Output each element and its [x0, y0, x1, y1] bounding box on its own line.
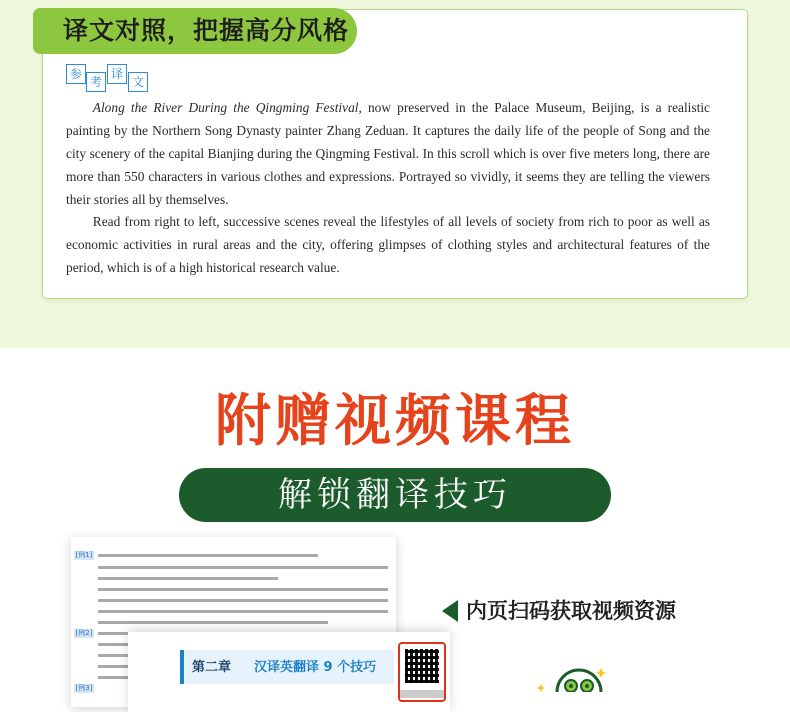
qr-code-icon: [398, 642, 446, 702]
paragraph-1-text: , now preserved in the Palace Museum, Beijing, is a realistic painting by the Northern Song Dynasty painter Zhang Zeduan. It captures the daily life of the people of Song and the city scenery of the capital Bianjing during the Qingming Festival. In this scroll which is over five meters long, there are more than 550 characters in various clothes and expressions. Portrayed so vividly, it seems they are telling the viewers their stories all by themselves.: [66, 100, 710, 207]
mascot-icon: [535, 658, 615, 692]
reference-translation-label: [66, 64, 156, 94]
qr-pattern: [405, 649, 439, 683]
label-char: 译: [107, 64, 127, 84]
text-line: [98, 621, 328, 624]
text-line: [98, 588, 388, 591]
left-arrow-icon: [442, 600, 458, 622]
chapter-page-preview: [128, 632, 450, 712]
painting-title: Along the River During the Qingming Festival: [92, 100, 359, 115]
translation-paragraph-1: [66, 96, 710, 211]
unlock-tips-banner: 解锁翻译技巧: [179, 468, 611, 522]
promo-headline: 附赠视频课程: [215, 389, 575, 454]
top-section: [0, 0, 790, 348]
text-line: [98, 577, 278, 580]
chapter-number: 第二章: [192, 660, 232, 675]
text-line: [98, 566, 388, 569]
chapter-title: 汉译英翻译 9 个技巧: [254, 660, 377, 675]
qr-caption-bar: [400, 690, 444, 698]
example-tag: [例2]: [75, 629, 93, 637]
translation-card: [42, 9, 748, 299]
text-line: [98, 599, 388, 602]
chapter-header: [180, 650, 394, 684]
translation-paragraph-2: [66, 210, 710, 279]
scan-for-video-text: 内页扫码获取视频资源: [466, 599, 676, 623]
section-tab-title: 译文对照，把握高分风格: [33, 8, 357, 54]
label-char: 文: [128, 72, 148, 92]
text-line: [98, 610, 388, 613]
example-tag: [例1]: [75, 551, 93, 559]
example-tag: [例3]: [75, 684, 93, 692]
text-line: [98, 554, 318, 557]
paragraph-2-text: Read from right to left, successive scenes reveal the lifestyles of all levels of society from rich to poor as well as economic activities in rural areas and the city, offering glimpses of clothing styles and architectural features of the period, which is of a high historical research value.: [66, 214, 710, 275]
label-char: 考: [86, 72, 106, 92]
label-char: 参: [66, 64, 86, 84]
